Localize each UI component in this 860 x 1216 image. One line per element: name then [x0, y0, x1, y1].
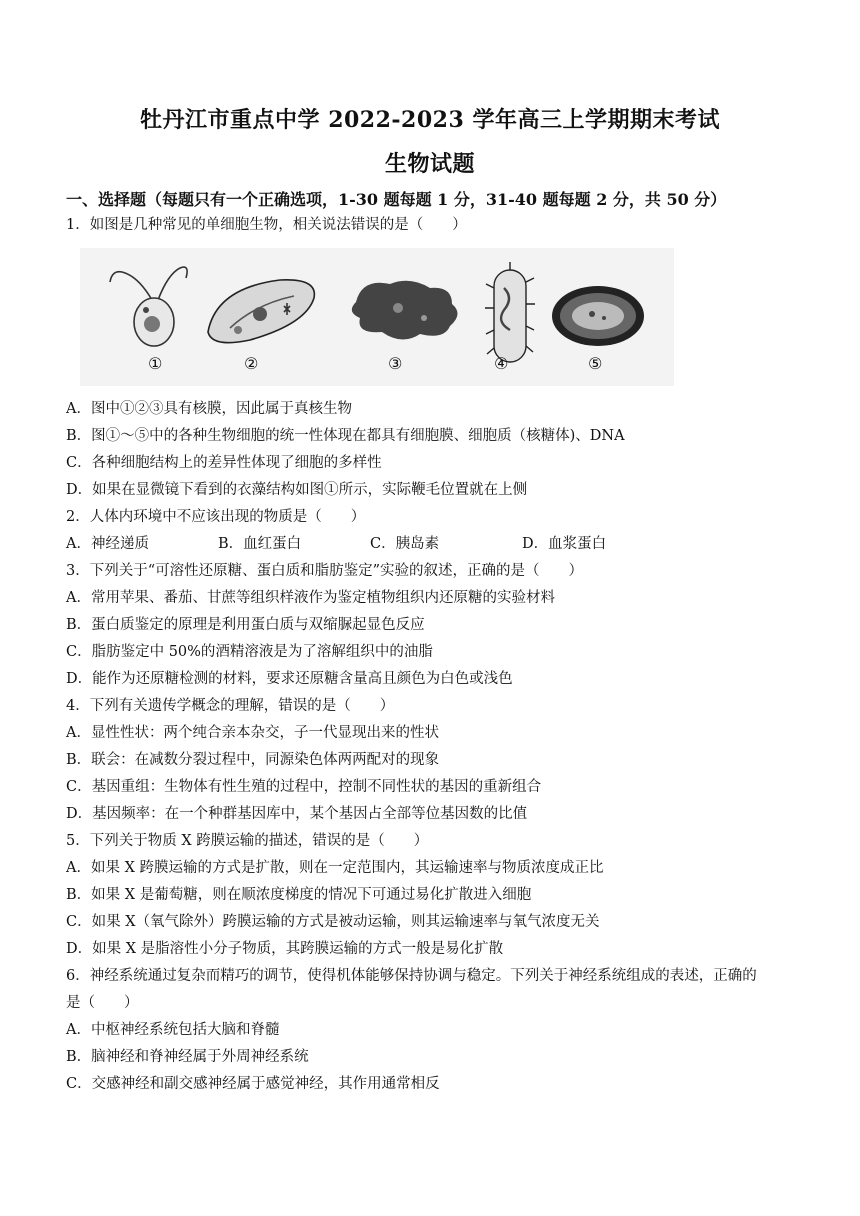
question-6-stem-continued: 是（ ） — [66, 995, 139, 1011]
question-5-stem: 5．下列关于物质 X 跨膜运输的描述，错误的是（ ） — [66, 833, 429, 849]
question-2-options — [66, 534, 786, 554]
question-5-option-d: D．如果 X 是脂溶性小分子物质，其跨膜运输的方式一般是易化扩散 — [66, 941, 504, 957]
cell-icon — [552, 286, 644, 346]
bacterium-icon — [485, 262, 535, 362]
question-1-stem: 1．如图是几种常见的单细胞生物，相关说法错误的是（ ） — [66, 217, 467, 233]
question-6-option-c: C．交感神经和副交感神经属于感觉神经，其作用通常相反 — [66, 1076, 440, 1092]
question-2-option-a: A．神经递质 — [66, 536, 149, 552]
question-3-stem: 3．下列关于“可溶性还原糖、蛋白质和脂肪鉴定”实验的叙述，正确的是（ ） — [66, 563, 584, 579]
question-3-option-d: D．能作为还原糖检测的材料，要求还原糖含量高且颜色为白色或浅色 — [66, 671, 513, 687]
question-1-option-d: D．如果在显微镜下看到的衣藻结构如图①所示，实际鞭毛位置就在上侧 — [66, 482, 528, 498]
question-5-option-c: C．如果 X（氧气除外）跨膜运输的方式是被动运输，则其运输速率与氧气浓度无关 — [66, 914, 600, 930]
question-6-option-a: A．中枢神经系统包括大脑和脊髓 — [66, 1022, 280, 1038]
figure-label-1: ① — [148, 354, 163, 373]
question-2-option-d: D．血浆蛋白 — [522, 536, 607, 552]
question-5-option-a: A．如果 X 跨膜运输的方式是扩散，则在一定范围内，其运输速率与物质浓度成正比 — [66, 860, 604, 876]
question-4-option-c: C．基因重组：生物体有性生殖的过程中，控制不同性状的基因的重新组合 — [66, 779, 542, 795]
question-2-option-c: C．胰岛素 — [370, 536, 440, 552]
question-4-option-d: D．基因频率：在一个种群基因库中，某个基因占全部等位基因数的比值 — [66, 806, 528, 822]
amoeba-icon — [352, 281, 458, 340]
figure-label-4: ④ — [494, 354, 509, 373]
question-3-option-c: C．脂肪鉴定中 50%的酒精溶液是为了溶解组织中的油脂 — [66, 644, 433, 660]
figure-label-5: ⑤ — [588, 354, 603, 373]
question-3-option-a: A．常用苹果、番茄、甘蔗等组织样液作为鉴定植物组织内还原糖的实验材料 — [66, 590, 555, 606]
figure-label-3: ③ — [388, 354, 403, 373]
question-4-option-a: A．显性性状：两个纯合亲本杂交，子一代显现出来的性状 — [66, 725, 439, 741]
question-4-option-b: B．联会：在减数分裂过程中，同源染色体两两配对的现象 — [66, 752, 440, 768]
euglena-icon — [110, 267, 187, 346]
organisms-illustration — [80, 248, 674, 386]
question-2-stem: 2．人体内环境中不应该出现的物质是（ ） — [66, 509, 366, 525]
question-3-option-b: B．蛋白质鉴定的原理是利用蛋白质与双缩脲起显色反应 — [66, 617, 425, 633]
figure-label-2: ② — [244, 354, 259, 373]
question-5-option-b: B．如果 X 是葡萄糖，则在顺浓度梯度的情况下可通过易化扩散进入细胞 — [66, 887, 532, 903]
question-2-option-b: B．血红蛋白 — [218, 536, 302, 552]
question-1-option-a: A．图中①②③具有核膜，因此属于真核生物 — [66, 401, 352, 417]
page-title: 牡丹江市重点中学 2022-2023 学年高三上学期期末考试 — [140, 107, 720, 133]
question-1-option-c: C．各种细胞结构上的差异性体现了细胞的多样性 — [66, 455, 382, 471]
page-subtitle: 生物试题 — [384, 151, 475, 177]
question-1-option-b: B．图①～⑤中的各种生物细胞的统一性体现在都具有细胞膜、细胞质（核糖体)、DNA — [66, 428, 625, 444]
organisms-figure — [80, 248, 674, 386]
question-6-stem: 6．神经系统通过复杂而精巧的调节，使得机体能够保持协调与稳定。下列关于神经系统组成的表述，正确的 — [66, 968, 757, 984]
question-6-option-b: B．脑神经和脊神经属于外周神经系统 — [66, 1049, 309, 1065]
question-4-stem: 4．下列有关遗传学概念的理解，错误的是（ ） — [66, 698, 395, 714]
section-heading: 一、选择题（每题只有一个正确选项，1-30 题每题 1 分，31-40 题每题 2 分，共 50 分） — [66, 190, 727, 209]
paramecium-icon — [208, 280, 314, 343]
